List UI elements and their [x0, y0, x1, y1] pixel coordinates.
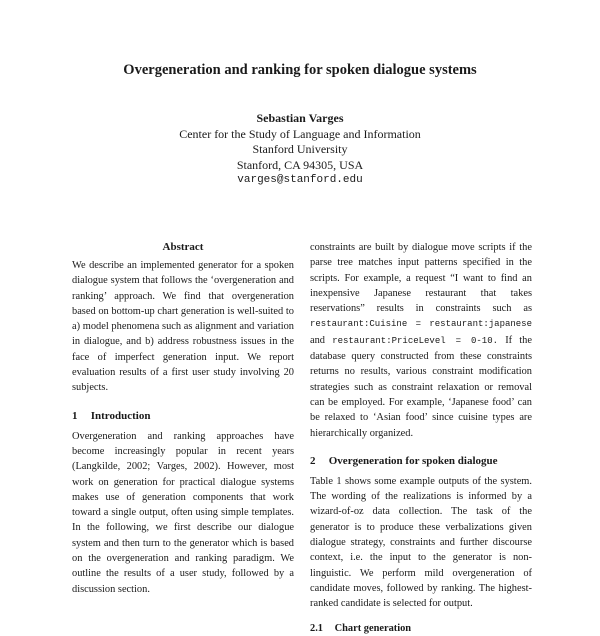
- code-constraint-cuisine: restaurant:Cuisine = restaurant:japanese: [310, 319, 532, 330]
- continuation-text-b: If the database query constructed from these constraints returns no results, various constraint modification strategies such as constraint relaxation or removal can be employed. For example, ‘Japanese food’ can be relaxed to ‘Asian food’ since cuisine types are hierarchically organized.: [310, 334, 532, 439]
- left-column: [72, 240, 294, 597]
- abstract-heading: Abstract: [162, 241, 204, 253]
- and-word: and: [310, 334, 326, 346]
- author-email: varges@stanford.edu: [237, 174, 363, 186]
- section-heading-introduction: [72, 409, 294, 423]
- abstract-text: We describe an implemented generator for a spoken dialogue system that follows the ‘overgeneration and ranking’ approach. We find that overgeneration based on bottom-up chart generation is well-suited to a) model phenomena such as alignment and variation in dialogue, and b) address robustness issues in the face of imperfect generation input. We report evaluation results of a first user study involving 20 subjects.: [72, 260, 294, 394]
- subsection-heading-chart-generation: [310, 622, 532, 636]
- introduction-text: Overgeneration and ranking approaches have become increasingly popular in recent years (Langkilde, 2002; Varges, 2002). However, most work on generation for practical dialogue systems makes use of generation components that work toward a single output, often using simple templates. In the following, we first describe our dialogue system and then turn to the generator which is based on the overgeneration and ranking paradigm. We outline the results of a user study, followed by a discussion section.: [72, 430, 294, 595]
- section-title: Overgeneration for spoken dialogue: [328, 454, 498, 467]
- section-heading-overgeneration: [310, 454, 532, 468]
- section-title: Introduction: [90, 409, 151, 422]
- continuation-text-a: constraints are built by dialogue move scripts if the parse tree matches input patterns specified in the scripts. For example, a request “I want to find an inexpensive Japanese restaurant that takes reservations” results in constraints such as: [310, 242, 532, 315]
- paper-title: Overgeneration and ranking for spoken dialogue systems: [123, 62, 477, 78]
- section2-text: Table 1 shows some example outputs of the system. The wording of the realizations is informed by a wizard-of-oz data collection. The task of the generator is to produce these verbalizations given dialogue strategy, constraints and further discourse context, i.e. the input to the generator is non-linguistic. We perform mild overgeneration of candidate moves, followed by ranking. The highest-ranked candidate is selected for output.: [310, 475, 532, 610]
- code-constraint-price: restaurant:PriceLevel = 0-10.: [332, 335, 498, 346]
- author-location: Stanford, CA 94305, USA: [236, 157, 364, 172]
- author-block: [0, 111, 600, 189]
- author-affiliation: Center for the Study of Language and Information: [179, 126, 421, 141]
- author-name: Sebastian Varges: [256, 111, 344, 125]
- section-number: 2: [310, 454, 316, 467]
- right-column: [310, 240, 532, 636]
- subsection-title: Chart generation: [334, 622, 412, 634]
- author-university: Stanford University: [252, 142, 348, 156]
- section-number: 1: [72, 409, 78, 422]
- subsection-number: 2.1: [310, 622, 323, 634]
- right-column-paragraph: [310, 240, 532, 441]
